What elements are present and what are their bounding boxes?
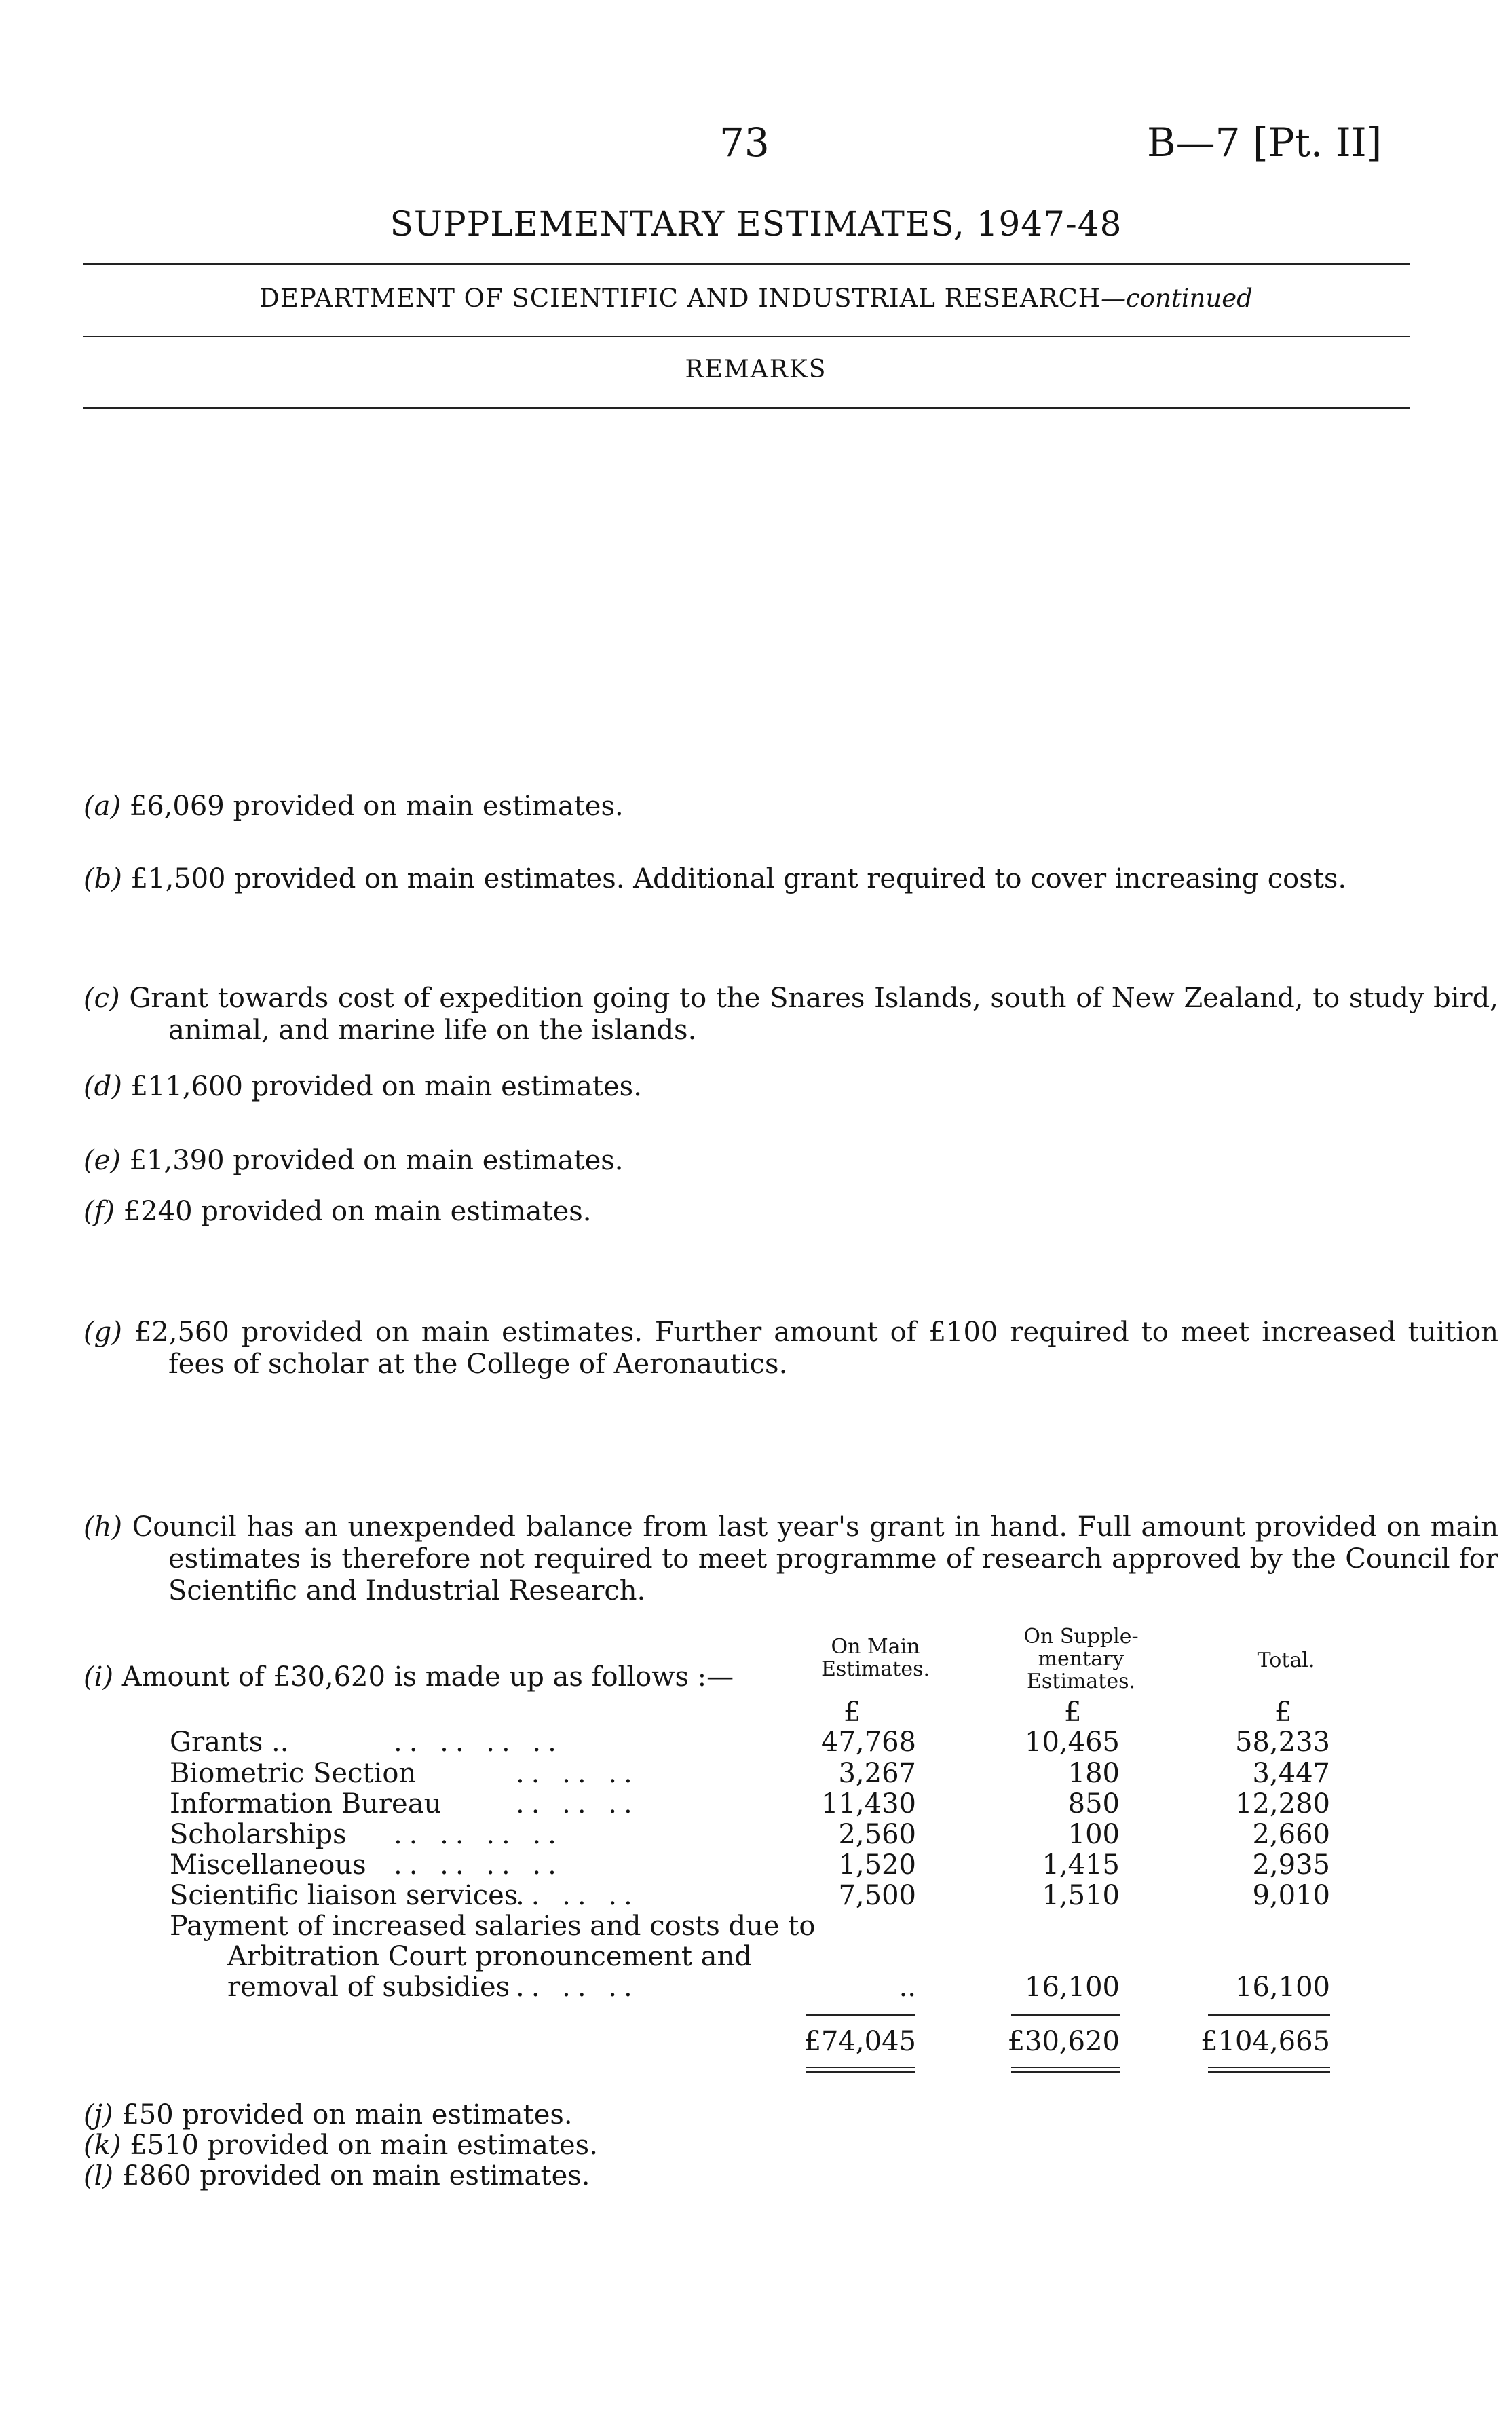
total-rule-main-1 — [806, 2067, 915, 2068]
table-cell-supplementary: 1,415 — [1042, 1849, 1120, 1881]
subtotal-rule-supplementary — [1011, 2014, 1120, 2016]
remark-i — [83, 1661, 734, 1693]
remark-f — [83, 1196, 591, 1228]
dot-leader: .. .. .. .. — [394, 1727, 563, 1758]
remark-h — [83, 1511, 1498, 1607]
total-rule-supplementary-1 — [1011, 2067, 1120, 2068]
header-rule-3 — [83, 407, 1410, 409]
remark-text: £50 provided on main estimates. — [121, 2099, 573, 2130]
table-cell-total: 58,233 — [1235, 1727, 1330, 1758]
table-row-label-line-3: removal of subsidies — [227, 1972, 510, 2003]
table-cell-main: 7,500 — [838, 1880, 916, 1911]
remark-text: £510 provided on main estimates. — [130, 2130, 598, 2161]
column-header-supplementary: On Supple- mentary Estimates. — [1023, 1625, 1139, 1693]
total-rule-main-2 — [806, 2071, 915, 2073]
total-main: £74,045 — [804, 2026, 916, 2057]
table-cell-supplementary: 100 — [1067, 1819, 1120, 1850]
column-header-total: Total. — [1257, 1649, 1315, 1672]
remark-mark: (l) — [83, 2160, 114, 2191]
remark-c — [83, 983, 1498, 1047]
department-heading — [0, 282, 1512, 316]
remark-d — [83, 1071, 642, 1103]
remark-l — [83, 2160, 590, 2192]
table-cell-supplementary: 16,100 — [1025, 1972, 1120, 2003]
remark-text: Council has an unexpended balance from last year's grant in hand. Full amount provided on main estimates is therefore not required to meet programme of research approved by the Council for Scientific and Industrial Research. — [132, 1511, 1499, 1606]
remark-j — [83, 2099, 573, 2131]
table-cell-main: 2,560 — [838, 1819, 916, 1850]
remark-mark: (b) — [83, 863, 122, 895]
dot-leader: .. .. .. — [516, 1758, 639, 1789]
table-cell-supplementary: 10,465 — [1025, 1727, 1120, 1758]
total-supplementary: £30,620 — [1007, 2026, 1120, 2057]
remark-mark: (d) — [83, 1071, 122, 1102]
remark-text: £11,600 provided on main estimates. — [130, 1071, 642, 1102]
currency-supplementary: £ — [1064, 1697, 1082, 1728]
dot-leader: .. .. .. — [516, 1788, 639, 1820]
dot-leader: .. .. .. — [516, 1972, 639, 2003]
table-cell-total: 9,010 — [1252, 1880, 1330, 1911]
remark-mark: (c) — [83, 983, 120, 1014]
table-cell-main: 47,768 — [821, 1727, 916, 1758]
remark-mark: (k) — [83, 2130, 121, 2161]
remark-text: £1,390 provided on main estimates. — [129, 1145, 624, 1176]
table-cell-main: .. — [899, 1972, 916, 2003]
total-total: £104,665 — [1201, 2026, 1330, 2057]
remark-mark: (j) — [83, 2099, 113, 2130]
remark-g — [83, 1317, 1498, 1380]
dot-leader: .. .. .. .. — [394, 1819, 563, 1850]
remark-text: £860 provided on main estimates. — [121, 2160, 590, 2191]
table-cell-total: 2,935 — [1252, 1849, 1330, 1881]
table-cell-main: 3,267 — [838, 1758, 916, 1789]
table-cell-supplementary: 180 — [1067, 1758, 1120, 1789]
table-row-label: Information Bureau — [170, 1788, 442, 1820]
remark-k — [83, 2130, 598, 2162]
table-row-label: Grants .. — [170, 1727, 289, 1758]
department-continued: —continued — [1101, 284, 1253, 313]
table-row-label-line-2: Arbitration Court pronouncement and — [227, 1941, 752, 1972]
remark-mark: (e) — [83, 1145, 121, 1176]
remark-mark: (f) — [83, 1196, 115, 1227]
department-name: DEPARTMENT OF SCIENTIFIC AND INDUSTRIAL RESEARCH — [259, 284, 1101, 313]
remark-b — [83, 863, 1346, 895]
subtotal-rule-total — [1208, 2014, 1330, 2016]
table-row-label: Biometric Section — [170, 1758, 417, 1789]
subtotal-rule-main — [806, 2014, 915, 2016]
remark-text: £2,560 provided on main estimates. Further amount of £100 required to meet increased tuition fees of scholar at the College of Aeronautics. — [134, 1317, 1498, 1380]
remark-text: Amount of £30,620 is made up as follows :— — [121, 1661, 734, 1693]
header-rule-1 — [83, 263, 1410, 265]
remark-mark: (g) — [83, 1317, 122, 1348]
table-cell-main: 11,430 — [821, 1788, 916, 1820]
remark-mark: (h) — [83, 1511, 122, 1543]
dot-leader: .. .. .. .. — [394, 1849, 563, 1881]
remark-text: £1,500 provided on main estimates. Additional grant required to cover increasing costs. — [130, 863, 1347, 895]
remark-text: £240 provided on main estimates. — [123, 1196, 592, 1227]
remark-mark: (a) — [83, 791, 121, 822]
table-cell-total: 2,660 — [1252, 1819, 1330, 1850]
total-rule-total-1 — [1208, 2067, 1330, 2068]
total-rule-total-2 — [1208, 2071, 1330, 2073]
header-rule-2 — [83, 336, 1410, 337]
total-rule-supplementary-2 — [1011, 2071, 1120, 2073]
dot-leader: .. .. .. — [516, 1880, 639, 1911]
remark-e — [83, 1145, 624, 1177]
remark-text: £6,069 provided on main estimates. — [129, 791, 624, 822]
table-row-label: Scholarships — [170, 1819, 347, 1850]
page-title: SUPPLEMENTARY ESTIMATES, 1947-48 — [390, 204, 1122, 244]
table-cell-total: 16,100 — [1235, 1972, 1330, 2003]
table-cell-total: 3,447 — [1252, 1758, 1330, 1789]
table-cell-total: 12,280 — [1235, 1788, 1330, 1820]
remark-mark: (i) — [83, 1661, 114, 1693]
page-number: 73 — [719, 119, 770, 166]
remark-a — [83, 791, 624, 823]
table-row-label: Scientific liaison services — [170, 1880, 518, 1911]
column-header-main: On Main Estimates. — [820, 1635, 930, 1681]
remark-text: Grant towards cost of expedition going to the Snares Islands, south of New Zealand, to study bird, animal, and marine life on the islands. — [129, 983, 1498, 1046]
currency-main: £ — [844, 1697, 861, 1728]
table-cell-supplementary: 850 — [1067, 1788, 1120, 1820]
table-row-label: Miscellaneous — [170, 1849, 366, 1881]
section-heading: REMARKS — [685, 356, 827, 383]
table-cell-supplementary: 1,510 — [1042, 1880, 1120, 1911]
document-reference: B—7 [Pt. II] — [1147, 119, 1382, 166]
currency-total: £ — [1274, 1697, 1292, 1728]
table-cell-main: 1,520 — [838, 1849, 916, 1881]
table-row-label-line-1: Payment of increased salaries and costs due to — [170, 1910, 816, 1942]
